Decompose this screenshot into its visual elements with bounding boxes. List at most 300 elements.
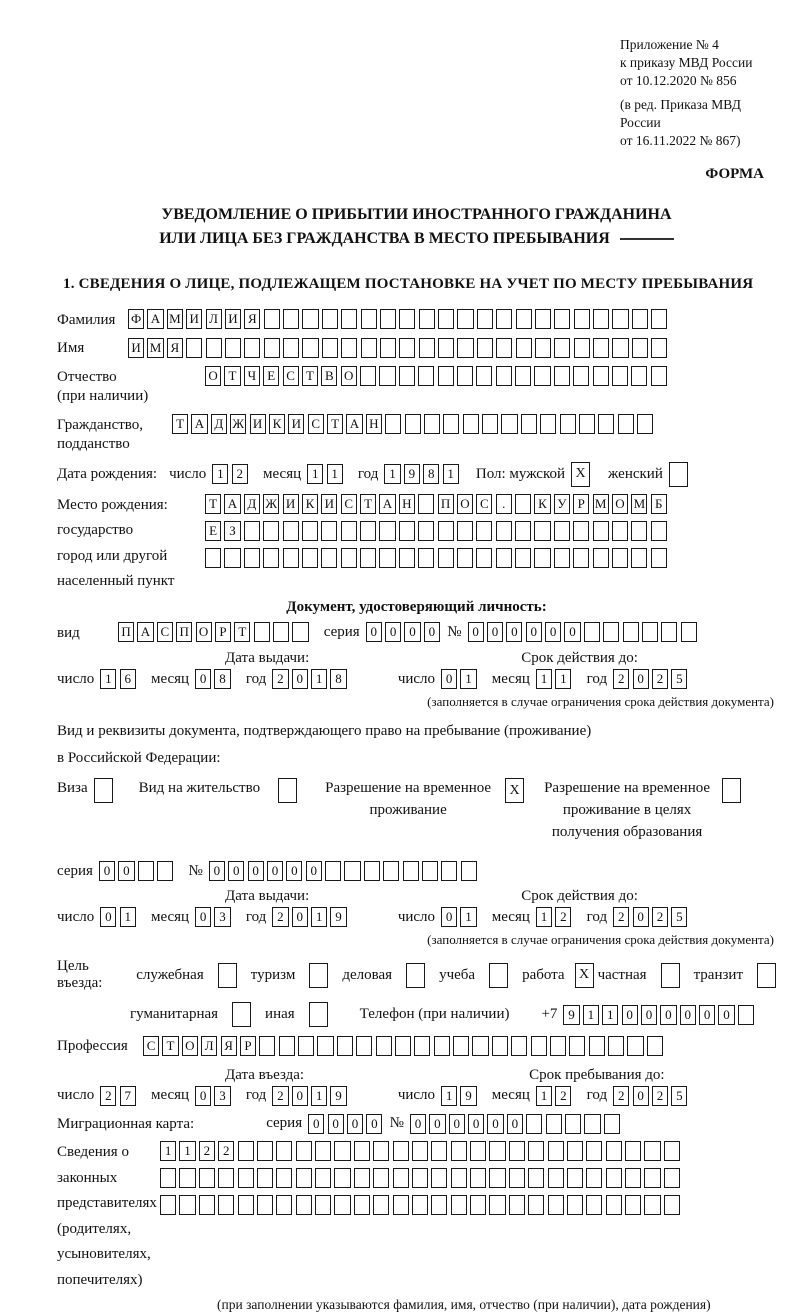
form-cell[interactable]: [399, 548, 415, 568]
form-cell[interactable]: 0: [487, 1114, 503, 1134]
form-cell[interactable]: [276, 1141, 292, 1161]
form-cell[interactable]: [238, 1168, 254, 1188]
form-cell[interactable]: [418, 521, 434, 541]
form-cell[interactable]: 0: [328, 1114, 344, 1134]
form-cell[interactable]: [651, 521, 667, 541]
form-cell[interactable]: Р: [240, 1036, 256, 1056]
form-cell[interactable]: Е: [205, 521, 221, 541]
form-cell[interactable]: 0: [680, 1005, 696, 1025]
form-cell[interactable]: 8: [423, 464, 439, 484]
form-cell[interactable]: 2: [272, 1086, 288, 1106]
form-cell[interactable]: [361, 338, 377, 358]
form-cell[interactable]: [489, 1168, 505, 1188]
form-cell[interactable]: [179, 1168, 195, 1188]
form-cell[interactable]: [334, 1168, 350, 1188]
form-cell[interactable]: 0: [633, 669, 649, 689]
form-cell[interactable]: [644, 1168, 660, 1188]
form-cell[interactable]: 0: [308, 1114, 324, 1134]
form-cell[interactable]: [632, 338, 648, 358]
form-cell[interactable]: [593, 338, 609, 358]
form-cell[interactable]: 0: [468, 622, 484, 642]
form-cell[interactable]: [612, 548, 628, 568]
form-cell[interactable]: [360, 548, 376, 568]
form-cell[interactable]: [296, 1168, 312, 1188]
form-cell[interactable]: 0: [507, 1114, 523, 1134]
form-cell[interactable]: [321, 521, 337, 541]
form-cell[interactable]: [496, 366, 512, 386]
form-cell[interactable]: [403, 861, 419, 881]
form-cell[interactable]: [412, 1141, 428, 1161]
form-cell[interactable]: [218, 963, 237, 988]
form-cell[interactable]: [412, 1195, 428, 1215]
form-cell[interactable]: 1: [441, 1086, 457, 1106]
form-cell[interactable]: [264, 338, 280, 358]
form-cell[interactable]: [431, 1141, 447, 1161]
form-cell[interactable]: [470, 1195, 486, 1215]
form-cell[interactable]: [567, 1168, 583, 1188]
form-cell[interactable]: [625, 1195, 641, 1215]
form-cell[interactable]: А: [224, 494, 240, 514]
form-cell[interactable]: Я: [167, 338, 183, 358]
form-cell[interactable]: [738, 1005, 754, 1025]
form-cell[interactable]: [457, 338, 473, 358]
form-cell[interactable]: [593, 521, 609, 541]
form-cell[interactable]: [238, 1195, 254, 1215]
form-cell[interactable]: [606, 1141, 622, 1161]
form-cell[interactable]: [379, 548, 395, 568]
form-cell[interactable]: 1: [120, 907, 136, 927]
form-cell[interactable]: 3: [214, 907, 230, 927]
form-cell[interactable]: [399, 309, 415, 329]
form-cell[interactable]: [309, 963, 328, 988]
form-cell[interactable]: [422, 861, 438, 881]
form-cell[interactable]: Ж: [230, 414, 246, 434]
form-cell[interactable]: [453, 1036, 469, 1056]
form-cell[interactable]: [254, 622, 270, 642]
form-cell[interactable]: [438, 548, 454, 568]
form-cell[interactable]: [457, 548, 473, 568]
form-cell[interactable]: [225, 338, 241, 358]
form-cell[interactable]: 0: [526, 622, 542, 642]
form-cell[interactable]: [393, 1195, 409, 1215]
form-cell[interactable]: [548, 1195, 564, 1215]
form-cell[interactable]: О: [341, 366, 357, 386]
form-cell[interactable]: [412, 1168, 428, 1188]
form-cell[interactable]: 1: [100, 669, 116, 689]
form-cell[interactable]: [531, 1036, 547, 1056]
form-cell[interactable]: [244, 548, 260, 568]
form-cell[interactable]: 0: [633, 907, 649, 927]
form-cell[interactable]: 1: [536, 669, 552, 689]
form-cell[interactable]: [651, 338, 667, 358]
form-cell[interactable]: Т: [172, 414, 188, 434]
form-cell[interactable]: [283, 309, 299, 329]
form-cell[interactable]: [418, 366, 434, 386]
form-cell[interactable]: [259, 1036, 275, 1056]
form-cell[interactable]: С: [476, 494, 492, 514]
form-cell[interactable]: [586, 1168, 602, 1188]
form-cell[interactable]: 2: [272, 669, 288, 689]
form-cell[interactable]: [625, 1168, 641, 1188]
form-cell[interactable]: М: [631, 494, 647, 514]
form-cell[interactable]: [546, 1114, 562, 1134]
form-cell[interactable]: [661, 622, 677, 642]
form-cell[interactable]: [528, 1141, 544, 1161]
form-cell[interactable]: 0: [449, 1114, 465, 1134]
form-cell[interactable]: [273, 622, 289, 642]
form-cell[interactable]: 0: [118, 861, 134, 881]
form-cell[interactable]: [443, 414, 459, 434]
form-cell[interactable]: [573, 366, 589, 386]
form-cell[interactable]: В: [321, 366, 337, 386]
form-cell[interactable]: [263, 548, 279, 568]
form-cell[interactable]: [406, 963, 425, 988]
form-cell[interactable]: [361, 309, 377, 329]
form-cell[interactable]: [554, 521, 570, 541]
form-cell[interactable]: [586, 1195, 602, 1215]
form-cell[interactable]: 2: [652, 669, 668, 689]
form-cell[interactable]: П: [118, 622, 134, 642]
form-cell[interactable]: С: [308, 414, 324, 434]
form-cell[interactable]: 2: [613, 1086, 629, 1106]
form-cell[interactable]: [608, 1036, 624, 1056]
form-cell[interactable]: [612, 309, 628, 329]
form-cell[interactable]: 1: [384, 464, 400, 484]
form-cell[interactable]: 2: [199, 1141, 215, 1161]
form-cell[interactable]: [535, 338, 551, 358]
form-cell[interactable]: 1: [311, 907, 327, 927]
form-cell[interactable]: [244, 338, 260, 358]
form-cell[interactable]: [309, 1002, 328, 1027]
form-cell[interactable]: [586, 1141, 602, 1161]
form-cell[interactable]: [477, 309, 493, 329]
form-cell[interactable]: [463, 414, 479, 434]
form-cell[interactable]: [644, 1195, 660, 1215]
form-cell[interactable]: 0: [633, 1086, 649, 1106]
form-cell[interactable]: [511, 1036, 527, 1056]
form-cell[interactable]: [451, 1141, 467, 1161]
form-cell[interactable]: [664, 1141, 680, 1161]
form-cell[interactable]: 9: [563, 1005, 579, 1025]
form-cell[interactable]: Б: [651, 494, 667, 514]
form-cell[interactable]: [472, 1036, 488, 1056]
form-cell[interactable]: [482, 414, 498, 434]
form-cell[interactable]: [631, 521, 647, 541]
form-cell[interactable]: [160, 1168, 176, 1188]
form-cell[interactable]: Т: [224, 366, 240, 386]
form-cell[interactable]: [489, 963, 508, 988]
form-cell[interactable]: [438, 366, 454, 386]
form-cell[interactable]: [457, 521, 473, 541]
form-cell[interactable]: X: [571, 462, 590, 487]
form-cell[interactable]: С: [341, 494, 357, 514]
form-cell[interactable]: 2: [613, 669, 629, 689]
form-cell[interactable]: [334, 1141, 350, 1161]
form-cell[interactable]: 9: [330, 907, 346, 927]
form-cell[interactable]: Д: [244, 494, 260, 514]
form-cell[interactable]: [642, 622, 658, 642]
form-cell[interactable]: [441, 861, 457, 881]
form-cell[interactable]: [373, 1195, 389, 1215]
form-cell[interactable]: 1: [307, 464, 323, 484]
form-cell[interactable]: 0: [404, 622, 420, 642]
form-cell[interactable]: 3: [214, 1086, 230, 1106]
form-cell[interactable]: З: [224, 521, 240, 541]
form-cell[interactable]: [315, 1195, 331, 1215]
form-cell[interactable]: [360, 521, 376, 541]
form-cell[interactable]: 1: [602, 1005, 618, 1025]
form-cell[interactable]: [534, 366, 550, 386]
form-cell[interactable]: [341, 338, 357, 358]
form-cell[interactable]: [199, 1168, 215, 1188]
form-cell[interactable]: А: [147, 309, 163, 329]
form-cell[interactable]: И: [186, 309, 202, 329]
form-cell[interactable]: 1: [460, 907, 476, 927]
form-cell[interactable]: [579, 414, 595, 434]
form-cell[interactable]: 7: [120, 1086, 136, 1106]
form-cell[interactable]: 1: [160, 1141, 176, 1161]
form-cell[interactable]: [515, 494, 531, 514]
form-cell[interactable]: [218, 1195, 234, 1215]
form-cell[interactable]: [496, 521, 512, 541]
form-cell[interactable]: 2: [100, 1086, 116, 1106]
form-cell[interactable]: [516, 338, 532, 358]
form-cell[interactable]: [515, 521, 531, 541]
form-cell[interactable]: [461, 861, 477, 881]
form-cell[interactable]: [516, 309, 532, 329]
form-cell[interactable]: [418, 494, 434, 514]
form-cell[interactable]: [757, 963, 776, 988]
form-cell[interactable]: [477, 338, 493, 358]
form-cell[interactable]: 1: [212, 464, 228, 484]
form-cell[interactable]: 0: [195, 669, 211, 689]
form-cell[interactable]: 0: [366, 1114, 382, 1134]
form-cell[interactable]: [515, 548, 531, 568]
form-cell[interactable]: [647, 1036, 663, 1056]
form-cell[interactable]: [341, 309, 357, 329]
form-cell[interactable]: О: [205, 366, 221, 386]
form-cell[interactable]: [476, 548, 492, 568]
form-cell[interactable]: [376, 1036, 392, 1056]
form-cell[interactable]: [489, 1195, 505, 1215]
form-cell[interactable]: [283, 338, 299, 358]
form-cell[interactable]: 0: [195, 907, 211, 927]
form-cell[interactable]: [574, 309, 590, 329]
form-cell[interactable]: [354, 1168, 370, 1188]
form-cell[interactable]: [515, 366, 531, 386]
form-cell[interactable]: 0: [468, 1114, 484, 1134]
form-cell[interactable]: Р: [573, 494, 589, 514]
form-cell[interactable]: [593, 309, 609, 329]
form-cell[interactable]: [496, 548, 512, 568]
form-cell[interactable]: 1: [555, 669, 571, 689]
form-cell[interactable]: [593, 366, 609, 386]
form-cell[interactable]: [302, 338, 318, 358]
form-cell[interactable]: 0: [487, 622, 503, 642]
form-cell[interactable]: [279, 1036, 295, 1056]
form-cell[interactable]: [380, 309, 396, 329]
form-cell[interactable]: [283, 521, 299, 541]
form-cell[interactable]: [419, 309, 435, 329]
form-cell[interactable]: 2: [652, 1086, 668, 1106]
form-cell[interactable]: [322, 309, 338, 329]
form-cell[interactable]: [438, 309, 454, 329]
form-cell[interactable]: [356, 1036, 372, 1056]
form-cell[interactable]: [385, 414, 401, 434]
form-cell[interactable]: [205, 548, 221, 568]
form-cell[interactable]: [393, 1168, 409, 1188]
form-cell[interactable]: [379, 366, 395, 386]
form-cell[interactable]: [199, 1195, 215, 1215]
form-cell[interactable]: [302, 309, 318, 329]
form-cell[interactable]: П: [176, 622, 192, 642]
form-cell[interactable]: [424, 414, 440, 434]
form-cell[interactable]: О: [612, 494, 628, 514]
form-cell[interactable]: 6: [120, 669, 136, 689]
form-cell[interactable]: Л: [206, 309, 222, 329]
form-cell[interactable]: [618, 414, 634, 434]
form-cell[interactable]: 1: [311, 1086, 327, 1106]
form-cell[interactable]: [651, 366, 667, 386]
form-cell[interactable]: [434, 1036, 450, 1056]
form-cell[interactable]: Л: [201, 1036, 217, 1056]
form-cell[interactable]: 0: [100, 907, 116, 927]
form-cell[interactable]: Ч: [244, 366, 260, 386]
form-cell[interactable]: 0: [699, 1005, 715, 1025]
form-cell[interactable]: Д: [211, 414, 227, 434]
form-cell[interactable]: Я: [244, 309, 260, 329]
form-cell[interactable]: Н: [366, 414, 382, 434]
form-cell[interactable]: [631, 366, 647, 386]
form-cell[interactable]: [160, 1195, 176, 1215]
form-cell[interactable]: [528, 1195, 544, 1215]
form-cell[interactable]: [722, 778, 741, 803]
form-cell[interactable]: [651, 309, 667, 329]
form-cell[interactable]: [94, 778, 113, 803]
form-cell[interactable]: .: [496, 494, 512, 514]
form-cell[interactable]: [244, 521, 260, 541]
form-cell[interactable]: [569, 1036, 585, 1056]
form-cell[interactable]: А: [379, 494, 395, 514]
form-cell[interactable]: [631, 548, 647, 568]
form-cell[interactable]: [379, 521, 395, 541]
form-cell[interactable]: [322, 338, 338, 358]
form-cell[interactable]: [664, 1168, 680, 1188]
form-cell[interactable]: [380, 338, 396, 358]
form-cell[interactable]: [224, 548, 240, 568]
form-cell[interactable]: [186, 338, 202, 358]
form-cell[interactable]: Р: [215, 622, 231, 642]
form-cell[interactable]: 0: [286, 861, 302, 881]
form-cell[interactable]: 9: [330, 1086, 346, 1106]
form-cell[interactable]: [534, 548, 550, 568]
form-cell[interactable]: [276, 1195, 292, 1215]
form-cell[interactable]: [540, 414, 556, 434]
form-cell[interactable]: [637, 414, 653, 434]
form-cell[interactable]: К: [534, 494, 550, 514]
form-cell[interactable]: [661, 963, 680, 988]
form-cell[interactable]: 0: [410, 1114, 426, 1134]
form-cell[interactable]: Ж: [263, 494, 279, 514]
form-cell[interactable]: И: [128, 338, 144, 358]
form-cell[interactable]: [457, 366, 473, 386]
form-cell[interactable]: 1: [536, 1086, 552, 1106]
form-cell[interactable]: [451, 1168, 467, 1188]
form-cell[interactable]: 0: [718, 1005, 734, 1025]
form-cell[interactable]: [664, 1195, 680, 1215]
form-cell[interactable]: [489, 1141, 505, 1161]
form-cell[interactable]: 0: [267, 861, 283, 881]
form-cell[interactable]: [399, 338, 415, 358]
form-cell[interactable]: [414, 1036, 430, 1056]
form-cell[interactable]: [496, 338, 512, 358]
form-cell[interactable]: [451, 1195, 467, 1215]
form-cell[interactable]: 0: [441, 907, 457, 927]
form-cell[interactable]: [651, 548, 667, 568]
form-cell[interactable]: [321, 548, 337, 568]
form-cell[interactable]: 5: [671, 907, 687, 927]
form-cell[interactable]: [476, 521, 492, 541]
form-cell[interactable]: [565, 1114, 581, 1134]
form-cell[interactable]: [501, 414, 517, 434]
form-cell[interactable]: [431, 1195, 447, 1215]
form-cell[interactable]: [315, 1141, 331, 1161]
form-cell[interactable]: И: [250, 414, 266, 434]
form-cell[interactable]: 8: [214, 669, 230, 689]
form-cell[interactable]: [206, 338, 222, 358]
form-cell[interactable]: 0: [545, 622, 561, 642]
form-cell[interactable]: [612, 338, 628, 358]
form-cell[interactable]: [238, 1141, 254, 1161]
form-cell[interactable]: [548, 1168, 564, 1188]
form-cell[interactable]: С: [283, 366, 299, 386]
form-cell[interactable]: Н: [399, 494, 415, 514]
form-cell[interactable]: [157, 861, 173, 881]
form-cell[interactable]: [535, 309, 551, 329]
form-cell[interactable]: 2: [555, 1086, 571, 1106]
form-cell[interactable]: [509, 1168, 525, 1188]
form-cell[interactable]: И: [288, 414, 304, 434]
form-cell[interactable]: 1: [583, 1005, 599, 1025]
form-cell[interactable]: 0: [228, 861, 244, 881]
form-cell[interactable]: [603, 622, 619, 642]
form-cell[interactable]: 9: [460, 1086, 476, 1106]
form-cell[interactable]: [606, 1168, 622, 1188]
form-cell[interactable]: [627, 1036, 643, 1056]
form-cell[interactable]: А: [137, 622, 153, 642]
form-cell[interactable]: 0: [209, 861, 225, 881]
form-cell[interactable]: [567, 1141, 583, 1161]
form-cell[interactable]: М: [147, 338, 163, 358]
form-cell[interactable]: Ф: [128, 309, 144, 329]
form-cell[interactable]: [334, 1195, 350, 1215]
form-cell[interactable]: [612, 366, 628, 386]
form-cell[interactable]: А: [191, 414, 207, 434]
form-cell[interactable]: 1: [460, 669, 476, 689]
form-cell[interactable]: [584, 1114, 600, 1134]
form-cell[interactable]: 0: [366, 622, 382, 642]
form-cell[interactable]: [257, 1141, 273, 1161]
form-cell[interactable]: 1: [327, 464, 343, 484]
form-cell[interactable]: [550, 1036, 566, 1056]
form-cell[interactable]: 1: [536, 907, 552, 927]
form-cell[interactable]: 8: [330, 669, 346, 689]
form-cell[interactable]: [373, 1141, 389, 1161]
form-cell[interactable]: X: [575, 963, 594, 988]
form-cell[interactable]: [383, 861, 399, 881]
form-cell[interactable]: [560, 414, 576, 434]
form-cell[interactable]: К: [269, 414, 285, 434]
